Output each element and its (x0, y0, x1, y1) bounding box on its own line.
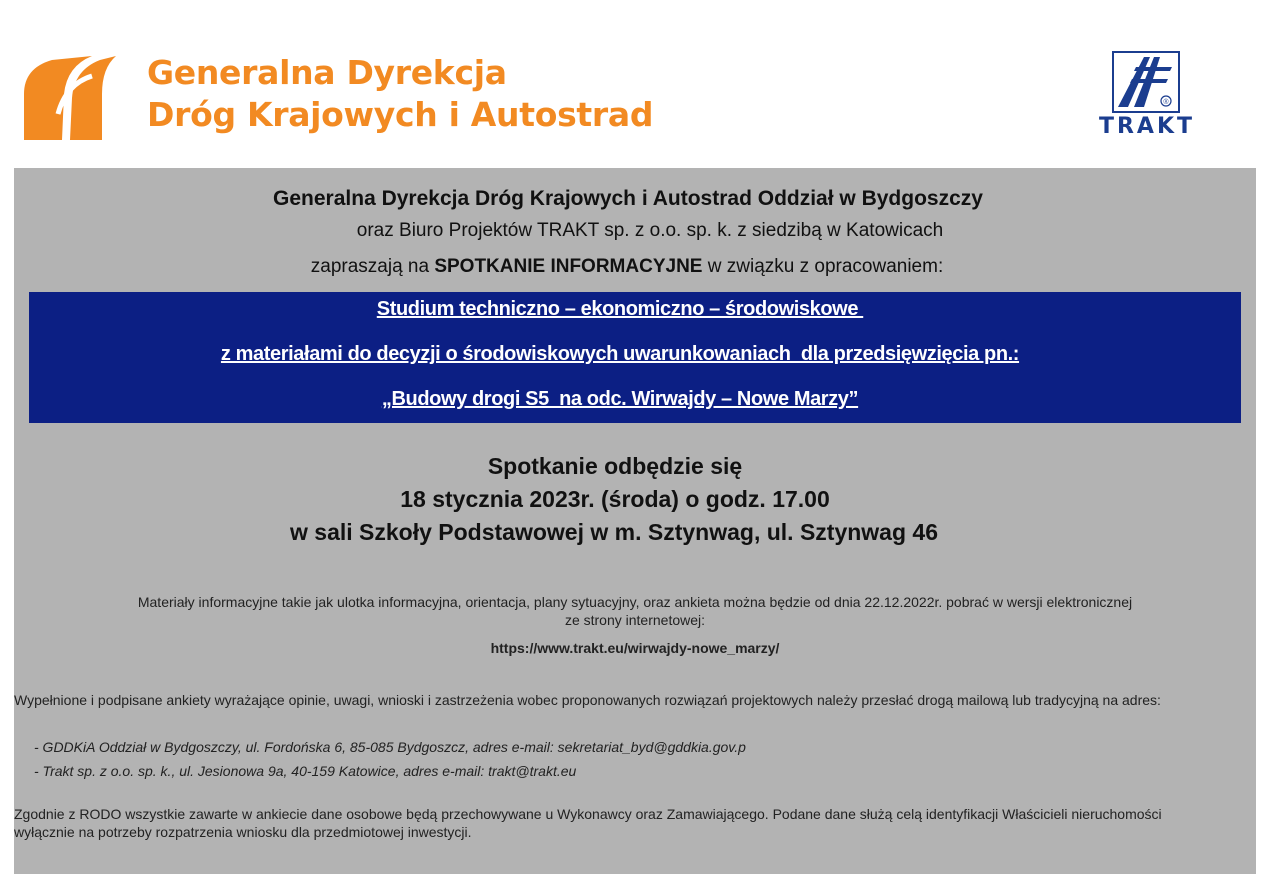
intro-invitation-line (6, 256, 1248, 278)
meeting-date-time: 18 stycznia 2023r. (środa) o godz. 17.00 (400, 486, 830, 512)
meeting-heading: Spotkanie odbędzie się (487, 453, 743, 479)
gddkia-name-line2: Dróg Krajowych i Autostrad (147, 95, 654, 134)
trakt-emblem-icon (1112, 51, 1180, 113)
invitation-text-post: w związku z opracowaniem: (702, 256, 944, 277)
trakt-logo (1062, 48, 1232, 140)
materials-info-line2: ze strony internetowej: (564, 612, 706, 628)
announcement-panel (14, 168, 1256, 874)
intro-partner-line: oraz Biuro Projektów TRAKT sp. z o.o. sp. k. z siedzibą w Katowicach (356, 220, 944, 241)
gddkia-name-line1: Generalna Dyrekcja (147, 53, 507, 92)
address-gddkia: - GDDKiA Oddział w Bydgoszczy, ul. Fordońska 6, 85-085 Bydgoszcz, adres e-mail: sekretariat_byd@gddkia.gov.p (34, 739, 746, 755)
gddkia-road-logo-icon (22, 54, 118, 142)
materials-info-line1: Materiały informacyjne takie jak ulotka informacyjna, orientacja, plany sytuacyjny, oraz ankieta można będzie od dnia 22.12.2022r. pobrać w wersji elektronicznej (137, 594, 1133, 610)
rodo-notice (14, 805, 1256, 841)
address-trakt: - Trakt sp. z o.o. sp. k., ul. Jesionowa 9a, 40-159 Katowice, adres e-mail: trakt@trakt.eu (34, 763, 577, 779)
page-header (0, 0, 1266, 168)
study-title-line3: „Budowy drogi S5 na odc. Wirwajdy – Nowe Marzy” (381, 388, 859, 410)
materials-url-link[interactable]: https://www.trakt.eu/wirwajdy-nowe_marzy/ (490, 640, 780, 656)
survey-instructions: Wypełnione i podpisane ankiety wyrażające opinie, uwagi, wnioski i zastrzeżenia wobec proponowanych rozwiązań projektowych należy przesłać drogą mailową lub tradycyjną na adres: (14, 692, 1161, 708)
meeting-location: w sali Szkoły Podstawowej w m. Sztynwag, ul. Sztynwag 46 (290, 519, 938, 545)
trakt-wordmark: TRAKT (1098, 114, 1196, 139)
gddkia-name (147, 52, 653, 136)
rodo-notice-line1: Zgodnie z RODO wszystkie zawarte w ankiecie dane osobowe będą przechowywane u Wykonawcy oraz Zamawiającego. Podane dane służą celą identyfikacji Właścicieli nieruchomości (14, 806, 1162, 822)
registered-mark: ® (1163, 99, 1169, 106)
invitation-meeting-type: SPOTKANIE INFORMACYJNE (434, 256, 703, 277)
study-title-banner (29, 292, 1241, 423)
materials-info (14, 593, 1256, 629)
study-title-line1: Studium techniczno – ekonomiczno – środowiskowe (376, 298, 864, 320)
rodo-notice-line2: wyłącznie na potrzeby rozpatrzenia wniosku dla przedmiotowej inwestycji. (14, 824, 472, 840)
study-title-line2: z materiałami do decyzji o środowiskowych uwarunkowaniach dla przedsięwzięcia pn.: (220, 343, 1020, 365)
invitation-text-pre: zapraszają na (310, 256, 435, 277)
intro-organizer-line: Generalna Dyrekcja Dróg Krajowych i Autostrad Oddział w Bydgoszczy (273, 187, 983, 210)
